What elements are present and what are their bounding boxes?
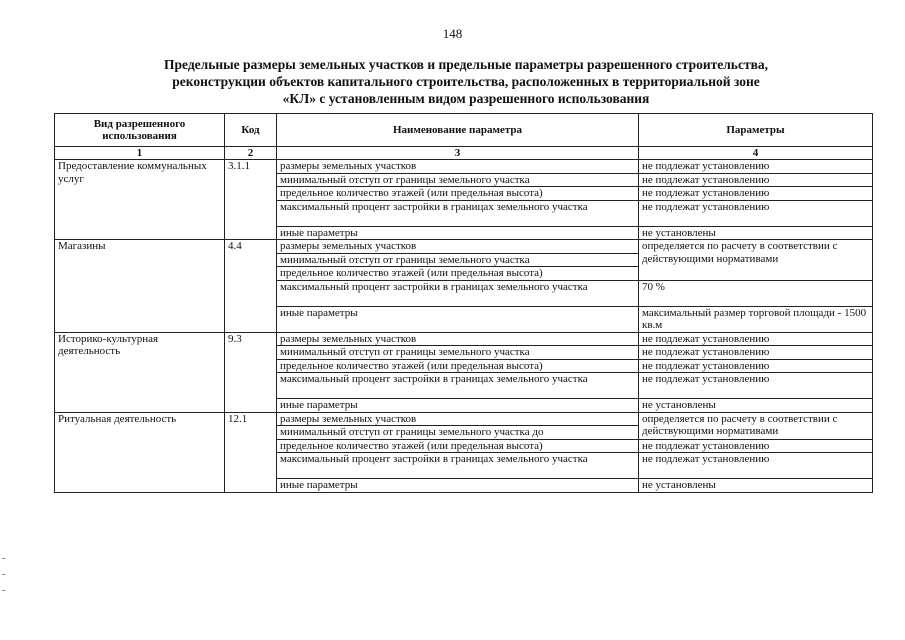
table-row [55, 412, 873, 426]
param-cell: предельное количество этажей (или предельная высота) [277, 187, 639, 201]
value-cell: не подлежат установлению [639, 346, 873, 360]
value-cell: 70 % [639, 280, 873, 306]
value-cell: не подлежат установлению [639, 359, 873, 373]
use-cell: Магазины [55, 240, 225, 333]
value-cell: не подлежат установлению [639, 453, 873, 479]
param-cell: минимальный отступ от границы земельного участка [277, 253, 639, 267]
table-row [55, 332, 873, 346]
value-cell: не подлежат установлению [639, 173, 873, 187]
value-cell: определяется по расчету в соответствии с действующими нормативами [639, 412, 873, 439]
page-number: 148 [442, 26, 463, 41]
value-cell: не подлежат установлению [639, 439, 873, 453]
scan-artifact [2, 574, 5, 575]
value-cell: не установлены [639, 226, 873, 240]
title-line: Предельные размеры земельных участков и предельные параметры разрешенного строительства, [164, 57, 768, 72]
column-number: 2 [225, 147, 277, 160]
param-cell: минимальный отступ от границы земельного участка до [277, 426, 639, 440]
param-cell: максимальный процент застройки в границах земельного участка [277, 280, 639, 306]
header-use: Вид разрешенного использования [55, 114, 225, 147]
param-cell: минимальный отступ от границы земельного участка [277, 173, 639, 187]
code-cell: 9.3 [225, 332, 277, 412]
value-cell: не подлежат установлению [639, 373, 873, 399]
param-cell: максимальный процент застройки в границах земельного участка [277, 453, 639, 479]
parameters-table [54, 113, 873, 493]
param-cell: размеры земельных участков [277, 240, 639, 254]
title-line: «КЛ» с установленным видом разрешенного использования [282, 91, 650, 106]
title-line: реконструкции объектов капитального строительства, расположенных в территориальной зоне [172, 74, 760, 89]
use-cell: Предоставление коммунальных услуг [55, 160, 225, 240]
param-cell: размеры земельных участков [277, 412, 639, 426]
code-cell: 4.4 [225, 240, 277, 333]
param-cell: предельное количество этажей (или предельная высота) [277, 359, 639, 373]
use-cell: Историко-культурная деятельность [55, 332, 225, 412]
param-cell: иные параметры [277, 226, 639, 240]
scan-artifact [2, 558, 5, 559]
column-number: 1 [55, 147, 225, 160]
code-cell: 3.1.1 [225, 160, 277, 240]
column-number: 3 [277, 147, 639, 160]
value-cell: определяется по расчету в соответствии с действующими нормативами [639, 240, 873, 281]
param-cell: максимальный процент застройки в границах земельного участка [277, 373, 639, 399]
scan-artifact [2, 590, 5, 591]
value-cell: не подлежат установлению [639, 200, 873, 226]
header-value: Параметры [639, 114, 873, 147]
param-cell: иные параметры [277, 479, 639, 493]
param-cell: максимальный процент застройки в границах земельного участка [277, 200, 639, 226]
header-row [55, 114, 873, 147]
column-number-row [55, 147, 873, 160]
param-cell: предельное количество этажей (или предельная высота) [277, 267, 639, 281]
param-cell: предельное количество этажей (или предельная высота) [277, 439, 639, 453]
document-title [60, 56, 872, 107]
table-row [55, 160, 873, 174]
header-param: Наименование параметра [277, 114, 639, 147]
value-cell: не подлежат установлению [639, 187, 873, 201]
param-cell: иные параметры [277, 306, 639, 332]
use-cell: Ритуальная деятельность [55, 412, 225, 492]
value-cell: не подлежат установлению [639, 332, 873, 346]
value-cell: не подлежат установлению [639, 160, 873, 174]
param-cell: размеры земельных участков [277, 160, 639, 174]
table-row [55, 240, 873, 254]
value-cell: не установлены [639, 399, 873, 413]
code-cell: 12.1 [225, 412, 277, 492]
column-number: 4 [639, 147, 873, 160]
param-cell: размеры земельных участков [277, 332, 639, 346]
param-cell: минимальный отступ от границы земельного участка [277, 346, 639, 360]
value-cell: не установлены [639, 479, 873, 493]
param-cell: иные параметры [277, 399, 639, 413]
value-cell: максимальный размер торговой площади - 1500 кв.м [639, 306, 873, 332]
header-code: Код [225, 114, 277, 147]
